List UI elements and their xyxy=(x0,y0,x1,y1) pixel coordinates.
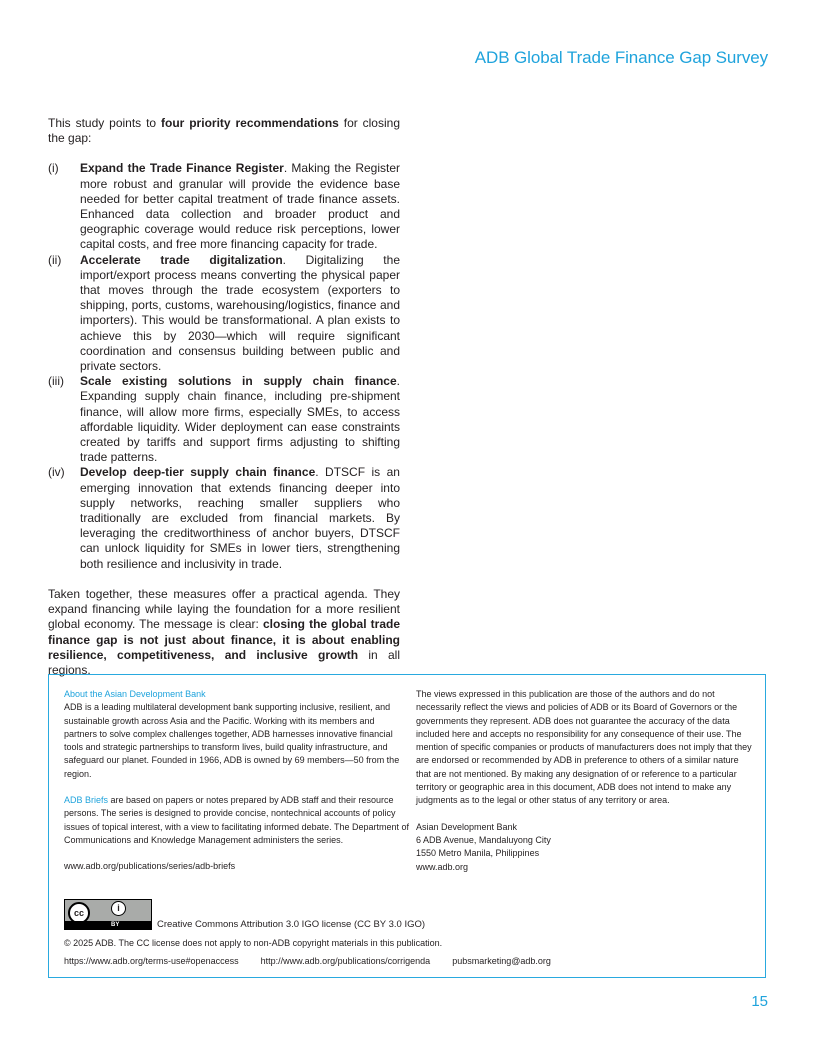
by-label: BY xyxy=(111,922,120,928)
about-adb-box xyxy=(48,674,766,978)
disclaimer-text: The views expressed in this publication are those of the authors and do not necessarily reflect the views and policies of ADB or its Board of Governors or the governments they represent. ADB does not guarantee the accuracy of the data included here and accepts no responsibility for any consequence of their use. The mention of specific companies or products of manufacturers does not imply that they are endorsed or recommended by ADB in preference to others of a similar nature that are not mentioned. By making any designation of or reference to a particular territory or geographic area in this document, ADB does not intend to make any judgments as to the legal or other status of any territory or area. xyxy=(416,689,752,806)
intro-text-end: for closing the gap: xyxy=(48,116,400,146)
recommendation-title: Accelerate trade digitalization xyxy=(80,252,283,267)
closing-bold: closing the global trade finance gap is not just about finance, it is about enabling resilience, competitiveness, and inclusive growth xyxy=(48,617,400,662)
pubsmarketing-email-link[interactable]: pubsmarketing@adb.org xyxy=(452,956,551,966)
adb-website-link[interactable]: www.adb.org xyxy=(416,861,469,872)
adb-briefs-link[interactable]: ADB Briefs xyxy=(64,795,109,806)
about-right-column xyxy=(416,688,756,874)
recommendation-item xyxy=(48,374,400,465)
license-row xyxy=(64,899,425,930)
recommendation-body xyxy=(80,465,400,571)
license-label: Creative Commons Attribution 3.0 IGO license (CC BY 3.0 IGO) xyxy=(157,919,426,930)
recommendations-list xyxy=(48,161,400,571)
attribution-person-icon: i xyxy=(111,901,126,916)
terms-use-link[interactable]: https://www.adb.org/terms-use#openaccess xyxy=(64,956,239,966)
briefs-text: are based on papers or notes prepared by ADB staff and their resource persons. The series is designed to provide concise, nontechnical accounts of policy issues of topical interest, with a view to facilitating informed debate. The Department of Communications and Knowledge Management administers the series. xyxy=(64,795,410,845)
recommendation-item xyxy=(48,253,400,375)
recommendation-item xyxy=(48,161,400,252)
recommendation-title: Develop deep-tier supply chain finance xyxy=(80,465,316,480)
address-line: Asian Development Bank xyxy=(416,821,518,832)
copyright-notice: © 2025 ADB. The CC license does not apply to non-ADB copyright materials in this publication. xyxy=(64,938,443,948)
about-heading: About the Asian Development Bank xyxy=(64,689,206,699)
address-line: 6 ADB Avenue, Mandaluyong City xyxy=(416,834,551,845)
page-number: 15 xyxy=(751,993,768,1010)
cc-by-badge[interactable] xyxy=(64,899,152,930)
corrigenda-link[interactable]: http://www.adb.org/publications/corrigenda xyxy=(260,956,431,966)
series-url-link[interactable]: www.adb.org/publications/series/adb-briefs xyxy=(64,861,236,872)
closing-paragraph xyxy=(48,587,400,678)
recommendation-title: Expand the Trade Finance Register xyxy=(80,161,284,176)
intro-paragraph xyxy=(48,116,400,146)
recommendation-text: . DTSCF is an emerging innovation that extends financing deeper into supply networks, reaching smaller suppliers who traditionally are excluded from financial markets. By leveraging the creditworthiness of anchor buyers, DTSCF can unlock liquidity for SMEs in lower tiers, strengthening both resilience and inclusivity in trade. xyxy=(80,465,400,571)
intro-text: This study points to xyxy=(48,116,161,130)
running-header-title: ADB Global Trade Finance Gap Survey xyxy=(474,48,768,67)
recommendation-number: (iv) xyxy=(48,465,65,480)
closing-text-end: in all regions. xyxy=(48,647,401,677)
briefs-paragraph xyxy=(64,794,409,847)
about-text: ADB is a leading multilateral development bank supporting inclusive, resilient, and sustainable growth across Asia and the Pacific. Working with its members and partners to solve complex challenges together, ADB harnesses innovative financial tools and strategic partnerships to transform lives, build quality infrastructure, and safeguard our planet. Founded in 1966, ADB is owned by 69 members—50 from the region. xyxy=(64,702,400,779)
recommendation-text: . Expanding supply chain finance, including pre-shipment finance, will allow more firms, especially SMEs, to access affordable liquidity. Wider deployment can ease constraints created by tariffs and support firms adjusting to shifting trade patterns. xyxy=(80,374,400,465)
main-body xyxy=(48,116,400,678)
footer-links xyxy=(64,955,551,968)
recommendation-title: Scale existing solutions in supply chain finance xyxy=(80,374,397,389)
closing-text: Taken together, these measures offer a practical agenda. They expand financing while laying the foundation for a more resilient global economy. The message is clear: xyxy=(48,586,400,632)
recommendation-body xyxy=(80,253,400,375)
recommendation-body xyxy=(80,161,400,252)
recommendation-item xyxy=(48,465,400,571)
cc-icon: cc xyxy=(68,902,90,924)
recommendation-text: . Digitalizing the import/export process means converting the physical paper that moves through the trade ecosystem (exporters to shipping, ports, customs, warehousing/logistics, finance and importers). This would be transformational. A plan exists to achieve this by 2030—which will require significant coordination and consensus building between public and private sectors. xyxy=(80,252,400,374)
recommendation-number: (ii) xyxy=(48,252,62,267)
intro-bold: four priority recommendations xyxy=(161,116,339,130)
address-line: 1550 Metro Manila, Philippines xyxy=(416,848,540,859)
recommendation-body xyxy=(80,374,400,465)
recommendation-number: (iii) xyxy=(48,374,64,389)
recommendation-number: (i) xyxy=(48,161,59,176)
recommendation-text: . Making the Register more robust and granular will provide the evidence base needed for better capital treatment of trade finance assets. Enhanced data collection and broader product and geographic coverage would reduce risk perceptions, lower capital costs, and free more financing capacity for trade. xyxy=(80,161,401,252)
about-left-column xyxy=(64,688,409,874)
